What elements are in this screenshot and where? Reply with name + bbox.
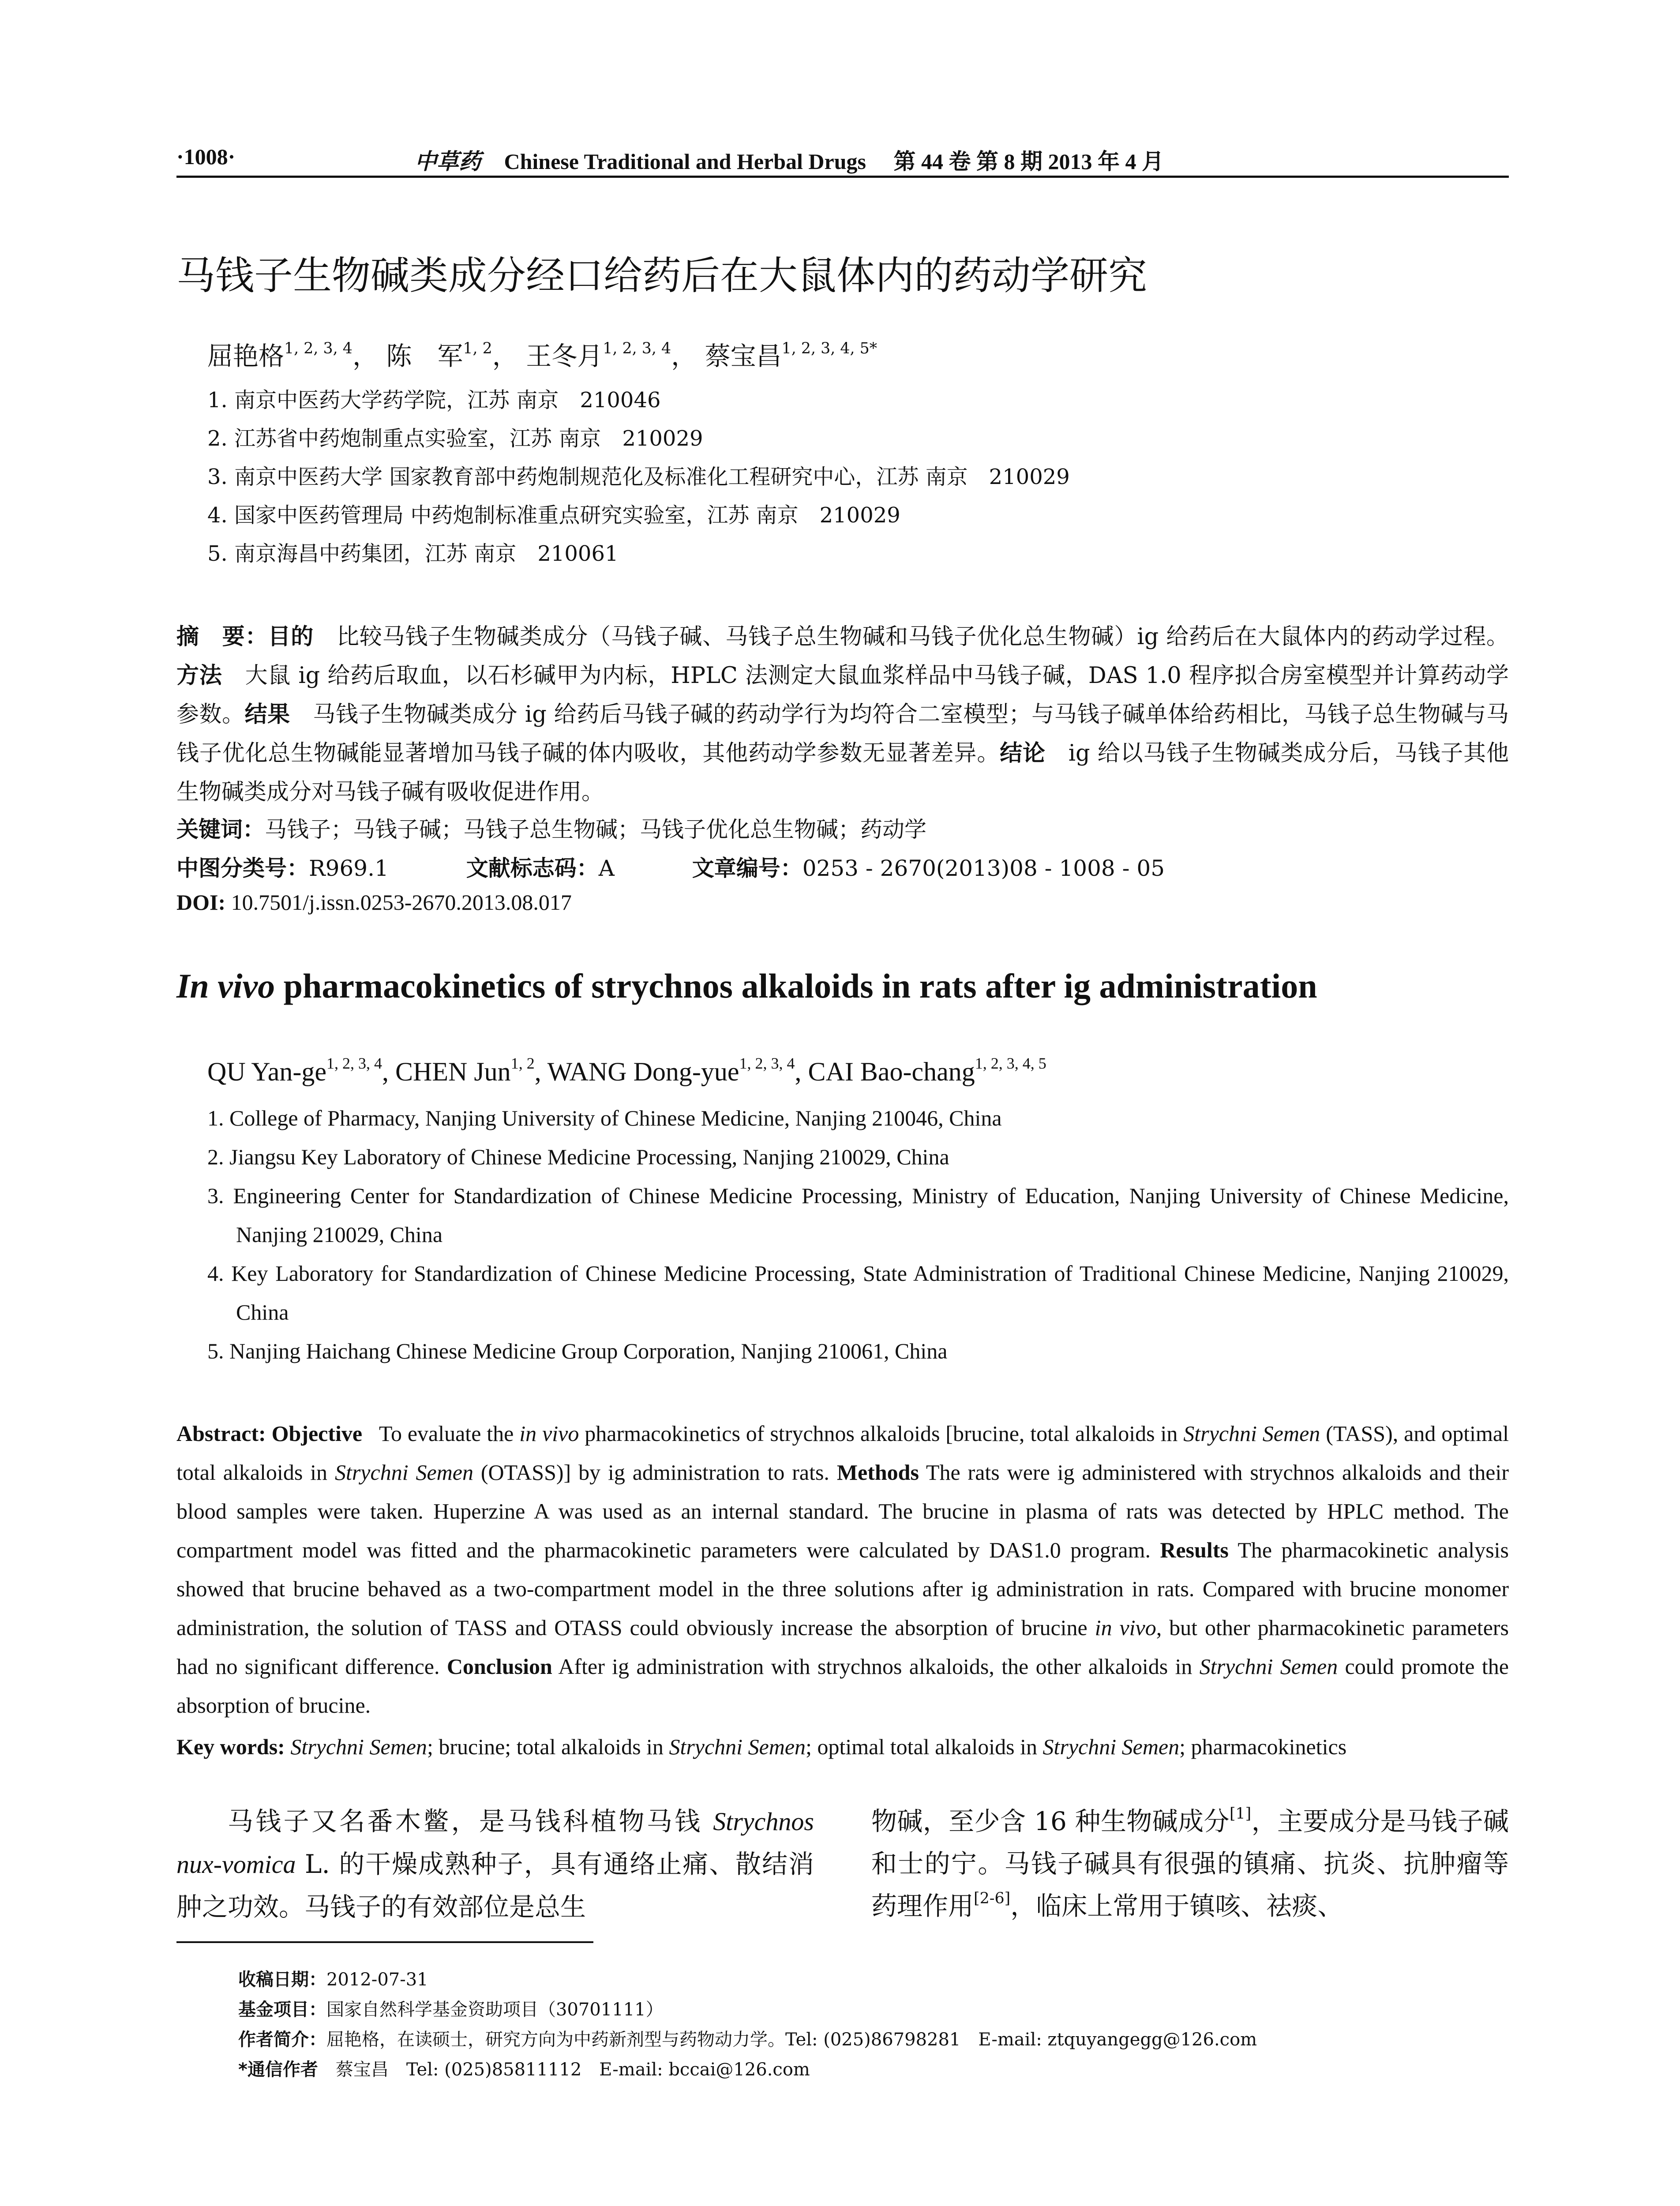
abstract-en xyxy=(176,1414,1509,1725)
author-name: CAI Bao-chang xyxy=(808,1057,975,1086)
result-label: 结果 xyxy=(244,702,290,728)
author-name: 蔡宝昌 xyxy=(705,341,782,371)
doc-code-label: 文献标志码： xyxy=(466,855,599,881)
classification-line xyxy=(176,851,1165,882)
footnote-text: 屈艳格，在读硕士，研究方向为中药新剂型与药物动力学。Tel: (025)86798281 E-mail: ztquyangegg@126.com xyxy=(326,2030,1257,2050)
author-sup: 1, 2, 3, 4 xyxy=(739,1054,795,1072)
title-en xyxy=(176,966,1317,1006)
objective-text: 比较马钱子生物碱类成分（马钱子碱、马钱子总生物碱和马钱子优化总生物碱）ig 给药后在大鼠体内的药动学过程。 xyxy=(314,624,1509,650)
keyword-italic: Strychni Semen xyxy=(290,1734,427,1759)
footnote-author xyxy=(238,2026,1257,2051)
citation-ref[interactable]: [1] xyxy=(1229,1805,1252,1823)
body-text: 物碱，至少含 16 种生物碱成分 xyxy=(871,1806,1230,1836)
method-label: 方法 xyxy=(176,663,222,689)
objective-en-text: pharmacokinetics of strychnos alkaloids [brucine, total alkaloids in xyxy=(579,1421,1184,1446)
keyword-italic: Strychni Semen xyxy=(669,1734,806,1759)
footnote-label: 基金项目： xyxy=(238,2000,326,2020)
body-text: 马钱子又名番木鳖，是马钱科植物马钱 xyxy=(228,1806,713,1836)
keywords-text: 马钱子；马钱子碱；马钱子总生物碱；马钱子优化总生物碱；药动学 xyxy=(265,817,926,842)
affiliation-en: 5. Nanjing Haichang Chinese Medicine Group Corporation, Nanjing 210061, China xyxy=(207,1339,948,1363)
conclusion-en-text: After ig administration with strychnos alkaloids, the other alkaloids in xyxy=(552,1654,1200,1679)
method-text: 大鼠 ig 给药后取血，以石杉碱甲为内标，HPLC 法测定大鼠血浆样品中马钱子碱，DAS 1.0 程序拟合房室模型并计算药动学参数。 xyxy=(176,663,1509,728)
author-sup: 1, 2, 3, 4 xyxy=(284,339,352,357)
abstract-en-label: Abstract: xyxy=(176,1421,266,1446)
author-name: QU Yan-ge xyxy=(207,1057,326,1086)
keyword-text: ; brucine; total alkaloids in xyxy=(427,1734,669,1759)
results-en-text: The pharmacokinetic analysis showed that brucine behaved as a two-compartment model in the three solutions after ig administration in rats. Compared with brucine monomer administration, the solution of TASS and OTASS could obviously increase the absorption of brucine xyxy=(176,1538,1509,1640)
issue-info: 第 44 卷 第 8 期 2013 年 4 月 xyxy=(893,149,1164,174)
affiliation-en: 3. Engineering Center for Standardization of Chinese Medicine Processing, Ministry of Education, Nanjing University of Chinese Medicine, Nanjing 210029, China xyxy=(207,1183,1509,1247)
citation-ref[interactable]: [2-6] xyxy=(974,1889,1011,1907)
objective-en-italic: Strychni Semen xyxy=(334,1460,473,1485)
author-name: WANG Dong-yue xyxy=(547,1057,739,1086)
footnote-fund xyxy=(238,1996,664,2021)
author-sup: 1, 2 xyxy=(463,339,492,357)
methods-en-label: Methods xyxy=(836,1460,919,1485)
conclusion-en-text: could promote the absorption of brucine. xyxy=(176,1654,1509,1718)
clc-value: R969.1 xyxy=(309,855,389,881)
journal-name-en: Chinese Traditional and Herbal Drugs xyxy=(504,149,866,174)
author-name: 屈艳格 xyxy=(207,341,285,371)
conclusion-en-italic: Strychni Semen xyxy=(1199,1654,1338,1679)
body-text: ，主要成分是马钱子碱和士的宁。马钱子碱具有很强的镇痛、抗炎、抗肿瘤等药理作用 xyxy=(871,1806,1509,1921)
title-en-rest: pharmacokinetics of strychnos alkaloids in rats after ig administration xyxy=(275,967,1317,1005)
doc-code-value: A xyxy=(598,855,615,881)
affiliation-cn: 1. 南京中医药大学药学院，江苏 南京 210046 xyxy=(207,388,661,413)
author-sup: 1, 2 xyxy=(510,1054,535,1072)
abstract-label: 摘 要： xyxy=(176,624,268,650)
authors-cn: 屈艳格$^{1, 2, 3, 4}$， 陈 军$^{1, 2}$， 王冬月$^{1, 2, 3, 4}$， 蔡宝昌$^{1, 2, 3, 4, 5*}$ xyxy=(207,339,878,371)
author-sup: 1, 2, 3, 4, 5 xyxy=(975,1054,1046,1072)
methods-en-text: The rats were ig administered with strychnos alkaloids and their blood samples were taken. Huperzine A was used as an internal standard. The brucine in plasma of rats was detected by HPLC method. The compartment model was fitted and the pharmacokinetic parameters were calculated by DAS1.0 program. xyxy=(176,1460,1509,1562)
objective-label: 目的 xyxy=(268,624,314,650)
objective-en-label: Objective xyxy=(271,1421,363,1446)
conclusion-text: ig 给以马钱子生物碱类成分后，马钱子其他生物碱类成分对马钱子碱有吸收促进作用。 xyxy=(176,740,1509,805)
objective-en-text: (TASS), and optimal total alkaloids in xyxy=(176,1421,1509,1485)
keywords-en-label: Key words: xyxy=(176,1734,285,1759)
objective-en-text: (OTASS)] by ig administration to rats. xyxy=(473,1460,837,1485)
affiliation-cn: 5. 南京海昌中药集团，江苏 南京 210061 xyxy=(207,541,619,566)
title-en-italic: In vivo xyxy=(176,967,275,1005)
results-en-text: , but other pharmacokinetic parameters had no significant difference. xyxy=(176,1615,1509,1679)
body-text: ，临床上常用于镇咳、祛痰、 xyxy=(1010,1891,1343,1921)
footnote-label: *通信作者 xyxy=(238,2060,318,2080)
keyword-text: ; pharmacokinetics xyxy=(1179,1734,1347,1759)
keyword-text: ; optimal total alkaloids in xyxy=(806,1734,1043,1759)
author-sup: 1, 2, 3, 4 xyxy=(326,1054,382,1072)
keywords-label: 关键词： xyxy=(176,817,265,842)
doi-value[interactable]: 10.7501/j.issn.0253-2670.2013.08.017 xyxy=(231,890,572,915)
running-header xyxy=(176,140,1509,176)
author-name: CHEN Jun xyxy=(395,1057,511,1086)
author-sup: 1, 2, 3, 4, 5* xyxy=(781,339,878,357)
body-column-right xyxy=(871,1800,1509,1927)
footnote-text: 2012-07-31 xyxy=(326,1970,428,1990)
body-text: L. 的干燥成熟种子，具有通络止痛、散结消肿之功效。马钱子的有效部位是总生 xyxy=(176,1849,814,1922)
affiliation-cn: 2. 江苏省中药炮制重点实验室，江苏 南京 210029 xyxy=(207,426,703,451)
doi-label: DOI: xyxy=(176,890,226,915)
keywords-en xyxy=(176,1727,1509,1766)
footnote-corresponding xyxy=(238,2056,810,2081)
result-text: 马钱子生物碱类成分 ig 给药后马钱子碱的药动学行为均符合二室模型；与马钱子碱单体给药相比，马钱子总生物碱与马钱子优化总生物碱能显著增加马钱子碱的体内吸收，其他药动学参数无显著差异。 xyxy=(176,702,1509,766)
keywords-cn xyxy=(176,812,926,844)
footnote-label: 收稿日期： xyxy=(238,1970,326,1990)
article-number-label: 文章编号： xyxy=(692,855,802,881)
authors-en: QU Yan-ge$^{1, 2, 3, 4}$, CHEN Jun$^{1, 2}$, WANG Dong-yue$^{1, 2, 3, 4}$, CAI Bao-chang$^{1, 2, 3, 4, 5}$ xyxy=(207,1054,1046,1086)
journal-title xyxy=(415,144,1164,176)
doi-line xyxy=(176,889,572,915)
affiliation-en: 1. College of Pharmacy, Nanjing University of Chinese Medicine, Nanjing 210046, China xyxy=(207,1106,1002,1130)
affiliation-en: 2. Jiangsu Key Laboratory of Chinese Medicine Processing, Nanjing 210029, China xyxy=(207,1144,949,1169)
footnote-rule xyxy=(176,1941,593,1943)
author-name: 陈 军 xyxy=(386,341,463,371)
clc-label: 中图分类号： xyxy=(176,855,309,881)
article-number-value: 0253 - 2670(2013)08 - 1008 - 05 xyxy=(802,855,1165,881)
species-name: Strychnos nux-vomica xyxy=(176,1807,814,1879)
footnote-label: 作者简介： xyxy=(238,2030,326,2050)
affiliation-en: 4. Key Laboratory for Standardization of Chinese Medicine Processing, State Administration of Traditional Chinese Medicine, Nanjing 210029, China xyxy=(207,1261,1509,1324)
affiliation-cn: 4. 国家中医药管理局 中药炮制标准重点研究实验室，江苏 南京 210029 xyxy=(207,503,900,528)
footnote-text: 国家自然科学基金资助项目（30701111） xyxy=(326,2000,664,2020)
title-cn: 马钱子生物碱类成分经口给药后在大鼠体内的药动学研究 xyxy=(176,253,1148,298)
conclusion-label: 结论 xyxy=(1000,740,1046,766)
journal-logo-cn: 中草药 xyxy=(415,149,481,174)
author-name: 王冬月 xyxy=(526,341,603,371)
affiliation-cn: 3. 南京中医药大学 国家教育部中药炮制规范化及标准化工程研究中心，江苏 南京 210029 xyxy=(207,465,1070,489)
abstract-cn xyxy=(176,618,1509,812)
body-column-left xyxy=(176,1800,814,1928)
keyword-italic: Strychni Semen xyxy=(1042,1734,1180,1759)
objective-en-italic: in vivo xyxy=(519,1421,579,1446)
affiliations-en xyxy=(207,1099,1509,1370)
conclusion-en-label: Conclusion xyxy=(446,1654,552,1679)
page-number: ·1008· xyxy=(176,144,236,169)
footnote-received xyxy=(238,1966,428,1991)
results-en-italic: in vivo xyxy=(1095,1615,1156,1640)
results-en-label: Results xyxy=(1160,1538,1229,1562)
footnote-text: 蔡宝昌 Tel: (025)85811112 E-mail: bccai@126.com xyxy=(318,2060,810,2080)
objective-en-italic: Strychni Semen xyxy=(1183,1421,1320,1446)
header-rule xyxy=(176,176,1509,178)
objective-en-text: To evaluate the xyxy=(379,1421,520,1446)
author-sup: 1, 2, 3, 4 xyxy=(603,339,671,357)
